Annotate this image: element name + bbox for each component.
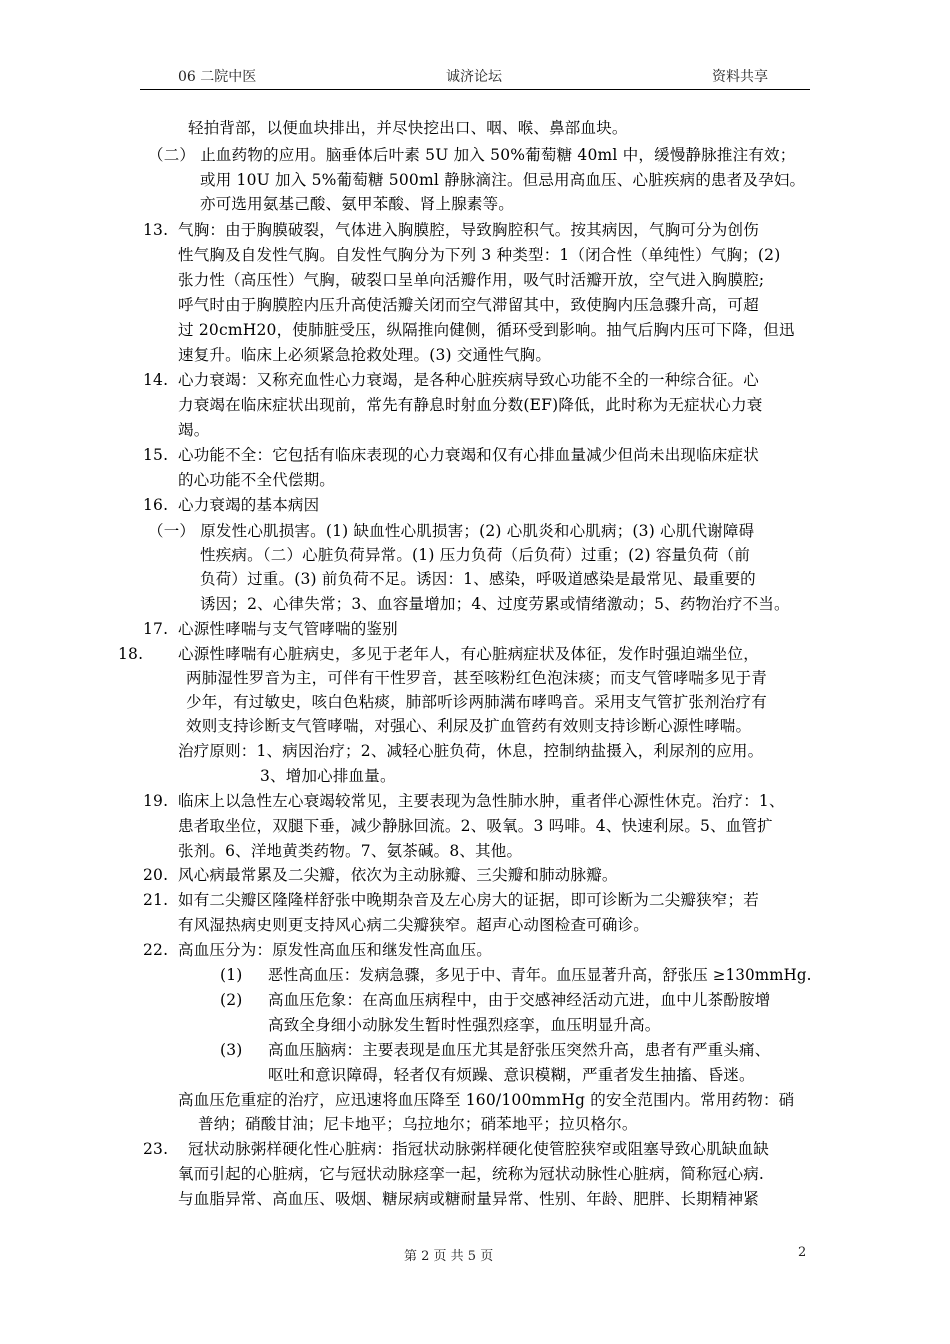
text-line: 临床上以急性左心衰竭较常见，主要表现为急性肺水肿，重者伴心源性休克。治疗：1、	[178, 792, 785, 810]
text-line: 力衰竭在临床症状出现前，常先有静息时射血分数(EF)降低，此时称为无症状心力衰	[178, 396, 763, 414]
sub-item-number: (2)	[220, 991, 243, 1009]
text-line: 诱因；2、心律失常；3、血容量增加；4、过度劳累或情绪激动；5、药物治疗不当。	[200, 595, 790, 613]
item-number: 19.	[143, 792, 169, 810]
page-number: 2	[798, 1245, 807, 1260]
text-line: 负荷）过重。(3) 前负荷不足。诱因：1、感染，呼吸道感染是最常见、最重要的	[200, 570, 756, 588]
text-line: 如有二尖瓣区隆隆样舒张中晚期杂音及左心房大的证据，即可诊断为二尖瓣狭窄；若	[178, 891, 759, 909]
item-number: 22.	[143, 941, 169, 959]
sub-item-number: (1)	[220, 966, 243, 984]
text-line: 心力衰竭：又称充血性心力衰竭，是各种心脏疾病导致心功能不全的一种综合征。心	[178, 371, 759, 389]
text-line: 高致全身细小动脉发生暂时性强烈痉挛，血压明显升高。	[268, 1016, 661, 1034]
text-line: 恶性高血压：发病急骤，多见于中、青年。血压显著升高，舒张压 ≥130mmHg.	[268, 966, 812, 984]
text-line: 少年，有过敏史，咳白色粘痰，肺部听诊两肺满布哮鸣音。采用支气管扩张剂治疗有	[186, 693, 767, 711]
text-line: 亦可选用氨基己酸、氨甲苯酸、肾上腺素等。	[200, 195, 515, 213]
item-number: 17.	[143, 620, 169, 638]
header-right: 资料共享	[712, 69, 768, 85]
item-number: 20.	[143, 866, 169, 884]
text-line: 心源性哮喘有心脏病史，多见于老年人，有心脏病症状及体征，发作时强迫端坐位，	[178, 645, 759, 663]
text-line: 心力衰竭的基本病因	[178, 496, 320, 514]
text-line: 性气胸及自发性气胸。自发性气胸分为下列 3 种类型：1（闭合性（单纯性）气胸；(2)	[178, 246, 781, 264]
text-line: 心功能不全：它包括有临床表现的心力衰竭和仅有心排血量减少但尚未出现临床症状	[178, 446, 759, 464]
text-line: 氧而引起的心脏病，它与冠状动脉痉挛一起，统称为冠状动脉性心脏病，简称冠心病.	[178, 1165, 765, 1183]
item-number: 18.	[118, 645, 144, 663]
header-left: 06 二院中医	[178, 69, 257, 85]
page-number-text: 第 2 页 共 5 页	[404, 1249, 494, 1264]
item-number: 15.	[143, 446, 169, 464]
text-line: 呕吐和意识障碍，轻者仅有烦躁、意识模糊，严重者发生抽搐、昏迷。	[268, 1066, 755, 1084]
text-line: （一） 原发性心肌损害。(1) 缺血性心肌损害；(2) 心肌炎和心肌病；(3) 心肌代谢障碍	[148, 522, 755, 540]
text-line: 高血压危象：在高血压病程中，由于交感神经活动亢进，血中儿茶酚胺增	[268, 991, 771, 1009]
text-line: 高血压危重症的治疗，应迅速将血压降至 160/100mmHg 的安全范围内。常用药物：硝	[178, 1091, 795, 1109]
header-center: 诚济论坛	[446, 69, 502, 85]
text-line: 高血压脑病：主要表现是血压尤其是舒张压突然升高，患者有严重头痛、	[268, 1041, 771, 1059]
text-line: 速复升。临床上必须紧急抢救处理。(3) 交通性气胸。	[178, 346, 552, 364]
text-line: 的心功能不全代偿期。	[178, 471, 336, 489]
text-line: 两肺湿性罗音为主，可伴有干性罗音，甚至咳粉红色泡沫痰；而支气管哮喘多见于青	[186, 669, 767, 687]
text-line: 或用 10U 加入 5%葡萄糖 500ml 静脉滴注。但忌用高血压、心脏疾病的患者及孕妇。	[200, 171, 806, 189]
text-line: 冠状动脉粥样硬化性心脏病：指冠状动脉粥样硬化使管腔狭窄或阻塞导致心肌缺血缺	[188, 1140, 769, 1158]
item-number: 23.	[143, 1140, 169, 1158]
text-line: 3、增加心排血量。	[260, 767, 396, 785]
text-line: 效则支持诊断支气管哮喘，对强心、利尿及扩血管药有效则支持诊断心源性哮喘。	[186, 717, 752, 735]
text-line: 轻拍背部，以便血块排出，并尽快挖出口、咽、喉、鼻部血块。	[188, 119, 628, 137]
text-line: 性疾病。（二）心脏负荷异常。(1) 压力负荷（后负荷）过重；(2) 容量负荷（前	[200, 546, 751, 564]
text-line: 呼气时由于胸膜腔内压升高使活瓣关闭而空气滞留其中，致使胸内压急骤升高，可超	[178, 296, 759, 314]
item-number: 21.	[143, 891, 169, 909]
text-line: 与血脂异常、高血压、吸烟、糖尿病或糖耐量异常、性别、年龄、肥胖、长期精神紧	[178, 1190, 759, 1208]
text-line: （二） 止血药物的应用。脑垂体后叶素 5U 加入 50%葡萄糖 40ml 中，缓慢静脉推注有效；	[148, 146, 796, 164]
text-line: 张剂。6、洋地黄类药物。7、氨茶碱。8、其他。	[178, 842, 523, 860]
text-line: 普纳；硝酸甘油；尼卡地平；乌拉地尔；硝苯地平；拉贝格尔。	[198, 1115, 638, 1133]
sub-item-number: (3)	[220, 1041, 243, 1059]
text-line: 竭。	[178, 421, 210, 439]
item-number: 14.	[143, 371, 169, 389]
item-number: 13.	[143, 221, 169, 239]
text-line: 高血压分为：原发性高血压和继发性高血压。	[178, 941, 493, 959]
text-line: 张力性（高压性）气胸，破裂口呈单向活瓣作用，吸气时活瓣开放，空气进入胸膜腔;	[178, 271, 765, 289]
text-line: 患者取坐位，双腿下垂，减少静脉回流。2、吸氧。3 吗啡。4、快速利尿。5、血管扩	[178, 817, 773, 835]
header-rule	[140, 89, 810, 90]
text-line: 气胸：由于胸膜破裂，气体进入胸膜腔，导致胸腔积气。按其病因，气胸可分为创伤	[178, 221, 759, 239]
text-line: 心源性哮喘与支气管哮喘的鉴别	[178, 620, 398, 638]
text-line: 风心病最常累及二尖瓣，依次为主动脉瓣、三尖瓣和肺动脉瓣。	[178, 866, 618, 884]
item-number: 16.	[143, 496, 169, 514]
text-line: 过 20cmH20，使肺脏受压，纵隔推向健侧，循环受到影响。抽气后胸内压可下降，但迅	[178, 321, 795, 339]
text-line: 有风湿热病史则更支持风心病二尖瓣狭窄。超声心动图检查可确诊。	[178, 916, 650, 934]
text-line: 治疗原则：1、病因治疗；2、减轻心脏负荷，休息，控制纳盐摄入，利尿剂的应用。	[178, 742, 764, 760]
